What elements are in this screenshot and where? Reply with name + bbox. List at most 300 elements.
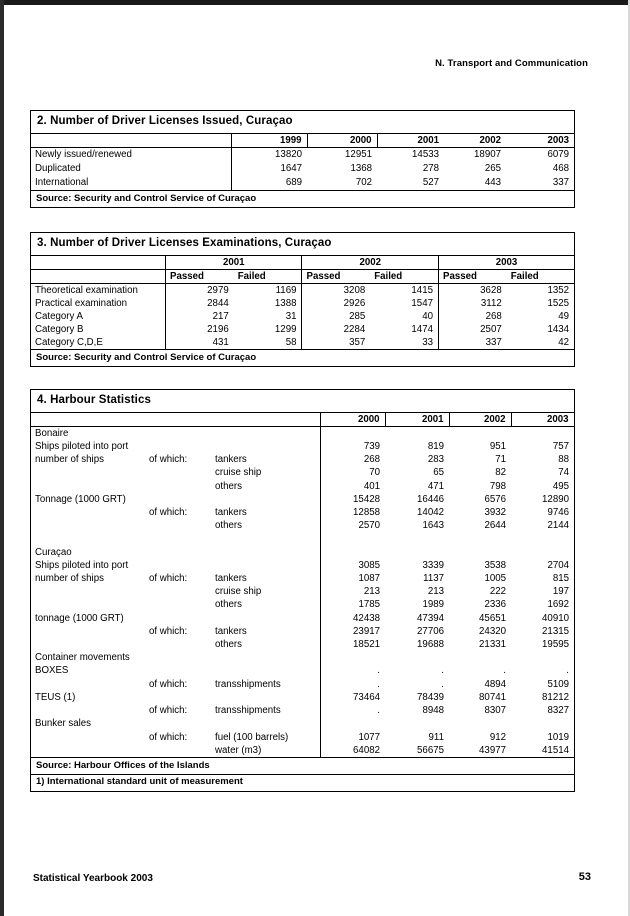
row-label (31, 625, 145, 638)
row-label (31, 744, 145, 757)
row-value: 2144 (547, 520, 569, 532)
table-row (31, 612, 574, 625)
row-value: 18521 (320, 638, 385, 651)
row-value: 8327 (547, 705, 569, 717)
row-qualifier: of which: (149, 705, 188, 717)
row-value: 74 (558, 467, 569, 479)
row-value: 757 (552, 441, 569, 453)
row-label: Ships piloted into port (35, 441, 129, 453)
scan-edge-spine (0, 0, 4, 916)
row-qualifier (145, 651, 211, 664)
row-subitem: tankers (215, 454, 247, 466)
row-qualifier: of which: (149, 625, 188, 637)
table3-year-group-2002: 2002 (302, 256, 439, 270)
table4-footnote: 1) International standard unit of measurement (31, 774, 574, 789)
row-value: 471 (427, 480, 444, 492)
row-value: 12858 (320, 506, 385, 519)
table-row (31, 717, 574, 730)
row-qualifier (145, 466, 211, 479)
row-value: 1785 (320, 598, 385, 611)
row-label: Practical examination (35, 297, 128, 309)
table4-source (31, 757, 574, 791)
table2-corner-cell (31, 134, 231, 148)
table-spacer-row (31, 532, 574, 545)
row-value: 213 (320, 585, 385, 598)
table3-corner-cell (31, 256, 165, 270)
row-value: 14042 (417, 507, 444, 519)
table3-title: 3. Number of Driver Licenses Examinations, Curaçao (31, 233, 574, 256)
row-label: Theoretical examination (35, 284, 138, 296)
row-value: 3339 (422, 559, 444, 571)
row-value: 1137 (423, 573, 444, 585)
table2-body (31, 147, 574, 190)
table4-col-header-2001: 2001 (385, 413, 449, 427)
row-value: 88 (558, 454, 569, 466)
row-label: number of ships (35, 573, 104, 585)
row-value: 3932 (484, 507, 506, 519)
row-value: 15428 (320, 493, 385, 506)
row-subitem: cruise ship (215, 586, 262, 598)
row-value: 21331 (479, 639, 506, 651)
row-value: 268 (320, 453, 385, 466)
row-subitem (211, 559, 320, 572)
row-label (31, 731, 145, 744)
table-row (31, 283, 574, 297)
row-value: 73464 (320, 691, 385, 704)
row-qualifier (145, 532, 211, 545)
row-value: 337 (552, 176, 569, 188)
row-value (320, 717, 385, 730)
row-value: 2196 (165, 323, 233, 336)
table-row (31, 480, 574, 493)
row-value: 64082 (320, 744, 385, 757)
row-value: 41514 (542, 744, 569, 756)
table4-source-text: Source: Harbour Offices of the Islands (36, 759, 210, 771)
table-row (31, 744, 574, 757)
row-value (511, 532, 574, 545)
row-value: 1299 (274, 323, 297, 335)
row-value (511, 546, 574, 559)
row-value: 912 (489, 731, 506, 743)
row-value (511, 426, 574, 440)
row-value: 21315 (542, 625, 569, 637)
table-row (31, 678, 574, 691)
row-subitem (211, 691, 320, 704)
row-label (31, 480, 145, 493)
row-value: 8948 (422, 705, 444, 717)
row-label: Newly issued/renewed (35, 148, 132, 160)
table4-header-row (31, 413, 574, 427)
row-value: 19595 (542, 639, 569, 651)
row-value: 33 (422, 336, 433, 348)
row-value: 40 (422, 310, 433, 322)
row-qualifier (145, 493, 211, 506)
table-row (31, 691, 574, 704)
row-value: 2926 (302, 297, 370, 310)
table3-subheader-2001-passed: Passed (165, 269, 233, 283)
row-value: 6576 (484, 493, 506, 505)
row-value: . (441, 665, 444, 677)
row-value: 71 (495, 454, 506, 466)
row-value: . (320, 664, 385, 677)
table-row (31, 310, 574, 323)
row-value: 283 (427, 454, 444, 466)
row-value: 951 (489, 441, 506, 453)
table-row (31, 147, 574, 162)
table-row (31, 453, 574, 466)
row-value: 1005 (484, 573, 506, 585)
row-value (449, 546, 511, 559)
row-value: 213 (427, 586, 444, 598)
row-value (385, 651, 449, 664)
row-value: 819 (427, 441, 444, 453)
row-value: 1169 (275, 284, 297, 296)
table-row (31, 638, 574, 651)
row-value: 1368 (350, 162, 372, 174)
row-value (385, 426, 449, 440)
table3-year-group-2001: 2001 (165, 256, 302, 270)
row-value: 1019 (547, 731, 569, 743)
row-subitem (211, 612, 320, 625)
row-qualifier (145, 559, 211, 572)
table-row (31, 506, 574, 519)
row-subitem (211, 440, 320, 453)
row-label: Bunker sales (35, 718, 92, 730)
row-value: 268 (438, 310, 506, 323)
row-value: 2570 (320, 519, 385, 532)
row-value: 1643 (422, 520, 444, 532)
table-row (31, 651, 574, 664)
row-label: Ships piloted into port (35, 559, 129, 571)
row-value: 13820 (231, 147, 307, 162)
table3-corner-cell-2 (31, 269, 165, 283)
row-label: Category C,D,E (35, 336, 103, 348)
row-value (320, 532, 385, 545)
row-value: 2644 (484, 520, 506, 532)
row-subitem (211, 532, 320, 545)
table4-col-header-2003: 2003 (511, 413, 574, 427)
table-row (31, 440, 574, 453)
row-value: 49 (558, 310, 569, 322)
row-value: 2336 (484, 599, 506, 611)
row-value: 911 (428, 731, 444, 743)
row-value: 431 (165, 336, 233, 349)
table-row (31, 664, 574, 677)
row-value: . (503, 665, 506, 677)
table-row (31, 625, 574, 638)
row-label (31, 532, 145, 545)
row-value: 357 (302, 336, 370, 349)
table-row (31, 162, 574, 176)
row-label: Category A (35, 310, 83, 322)
row-value: 78439 (417, 691, 444, 703)
row-label: tonnage (1000 GRT) (35, 612, 124, 624)
row-subitem (211, 426, 320, 440)
row-value: 56675 (417, 744, 444, 756)
table-row (31, 598, 574, 611)
row-subitem: tankers (215, 625, 247, 637)
row-value (449, 651, 511, 664)
section-label: Bonaire (35, 427, 69, 439)
table-row (31, 704, 574, 717)
row-qualifier (145, 598, 211, 611)
row-value: 58 (285, 336, 297, 348)
row-value: 337 (438, 336, 506, 349)
row-value: 197 (552, 586, 569, 598)
row-subitem: others (215, 480, 242, 492)
row-value: 1525 (547, 297, 569, 309)
row-value: 265 (484, 162, 501, 174)
row-qualifier (145, 638, 211, 651)
table4-grid (31, 413, 575, 757)
row-qualifier (145, 664, 211, 677)
table4-col-header-2002: 2002 (449, 413, 511, 427)
row-subitem (211, 546, 320, 559)
row-value: 9746 (547, 507, 569, 519)
section-label: Curaçao (35, 546, 72, 558)
row-value: 401 (320, 480, 385, 493)
table3-subheader-2003-failed: Failed (507, 269, 574, 283)
row-qualifier (145, 440, 211, 453)
row-subitem: cruise ship (215, 467, 262, 479)
row-value: . (441, 678, 444, 690)
row-subitem: others (215, 520, 242, 532)
table3-subheader-2002-failed: Failed (370, 269, 438, 283)
row-value: 495 (552, 480, 569, 492)
table-harbour-statistics (30, 389, 575, 792)
row-value: 222 (489, 586, 506, 598)
row-value (385, 546, 449, 559)
row-subitem: others (215, 599, 242, 611)
table2-col-header-2001: 2001 (377, 134, 444, 148)
row-value: 1352 (547, 284, 569, 296)
row-qualifier (145, 612, 211, 625)
row-label: Tonnage (1000 GRT) (35, 493, 126, 505)
row-qualifier: of which: (149, 454, 188, 466)
row-value: 2979 (165, 283, 233, 297)
table-row (31, 466, 574, 479)
row-qualifier (145, 426, 211, 440)
row-label (31, 585, 145, 598)
row-value: 40910 (542, 612, 569, 624)
table2-source: Source: Security and Control Service of Curaçao (31, 190, 574, 207)
table-row (31, 585, 574, 598)
row-label: TEUS (1) (35, 691, 76, 703)
table-row (31, 493, 574, 506)
row-value: 27706 (417, 625, 444, 637)
row-label (31, 466, 145, 479)
row-value: 18907 (474, 148, 501, 160)
row-value: 2507 (438, 323, 506, 336)
table-row (31, 297, 574, 310)
row-value: 2844 (165, 297, 233, 310)
row-subitem: others (215, 639, 242, 651)
table-row (31, 519, 574, 532)
table4-body (31, 426, 574, 757)
row-value (385, 717, 449, 730)
table3-year-group-2003: 2003 (438, 256, 574, 270)
row-value: 3112 (438, 297, 506, 310)
row-value: 4894 (484, 678, 506, 690)
row-value: 45651 (479, 612, 506, 624)
row-subitem (211, 717, 320, 730)
row-value: 3538 (484, 559, 506, 571)
row-value: 1434 (547, 323, 569, 335)
row-label: Duplicated (35, 162, 81, 174)
row-value (385, 532, 449, 545)
table2-col-header-2002: 2002 (444, 134, 506, 148)
row-label (31, 704, 145, 717)
row-value: 1077 (320, 731, 385, 744)
footer-page-number: 53 (578, 871, 591, 883)
row-value: 3085 (320, 559, 385, 572)
row-label (31, 598, 145, 611)
row-value: . (320, 704, 385, 717)
row-value: . (566, 665, 569, 677)
row-value: 217 (165, 310, 233, 323)
row-value: 1989 (422, 599, 444, 611)
row-value: 24320 (479, 625, 506, 637)
row-value: 3628 (438, 283, 506, 297)
table3-subheader-2003-passed: Passed (438, 269, 506, 283)
table2-col-header-2000: 2000 (307, 134, 377, 148)
row-value: 12890 (542, 493, 569, 505)
row-value (511, 717, 574, 730)
table-section-row (31, 546, 574, 559)
row-value: 285 (302, 310, 370, 323)
row-value: 81212 (542, 691, 569, 703)
row-qualifier (145, 585, 211, 598)
table-driver-licenses-examinations (30, 232, 575, 367)
row-label (31, 519, 145, 532)
row-value: 5109 (547, 678, 569, 690)
row-value: 1388 (274, 297, 297, 309)
table2-col-header-1999: 1999 (231, 134, 307, 148)
row-subitem: transshipments (215, 705, 281, 717)
row-qualifier (145, 546, 211, 559)
row-subitem (211, 664, 320, 677)
row-value (449, 426, 511, 440)
table3-grid (31, 256, 574, 349)
row-value: 1474 (411, 323, 433, 335)
row-subitem (211, 493, 320, 506)
row-qualifier: of which: (149, 731, 188, 743)
row-value: 798 (489, 480, 506, 492)
row-qualifier (145, 691, 211, 704)
row-value: 42438 (320, 612, 385, 625)
row-value: . (320, 678, 385, 691)
row-subitem: tankers (215, 507, 247, 519)
row-value: 8307 (484, 705, 506, 717)
table2-col-header-2003: 2003 (506, 134, 574, 148)
table-row (31, 336, 574, 349)
row-value: 3208 (302, 283, 370, 297)
row-label (31, 678, 145, 691)
table-row (31, 731, 574, 744)
row-value: 6079 (547, 148, 569, 160)
row-value (320, 426, 385, 440)
row-qualifier: of which: (149, 573, 188, 585)
table4-col-header-2000: 2000 (320, 413, 385, 427)
table3-body (31, 283, 574, 349)
row-label (31, 506, 145, 519)
row-value: 43977 (479, 744, 506, 756)
table3-subheader-row (31, 269, 574, 283)
row-subitem: transshipments (215, 678, 281, 690)
row-value: 1415 (411, 284, 433, 296)
table-row (31, 572, 574, 585)
row-value: 278 (422, 162, 439, 174)
row-value: 1692 (547, 599, 569, 611)
table3-source: Source: Security and Control Service of Curaçao (31, 349, 574, 366)
row-qualifier (145, 519, 211, 532)
table3-subheader-2002-passed: Passed (302, 269, 370, 283)
row-value: 82 (495, 467, 506, 479)
row-value: 527 (422, 176, 439, 188)
scan-edge-top (0, 0, 630, 5)
row-value: 468 (552, 162, 569, 174)
table4-title: 4. Harbour Statistics (31, 390, 574, 413)
row-value: 42 (558, 336, 569, 348)
row-value: 23917 (320, 625, 385, 638)
row-value: 815 (552, 573, 569, 585)
row-subitem: tankers (215, 573, 247, 585)
table2-head-body (31, 134, 574, 148)
row-value: 19688 (417, 639, 444, 651)
row-label: BOXES (35, 665, 69, 677)
row-subitem: water (m3) (215, 744, 262, 756)
row-value: 16446 (417, 493, 444, 505)
row-value: 2284 (302, 323, 370, 336)
row-value: 1087 (320, 572, 385, 585)
row-value: 31 (285, 310, 297, 322)
table-section-row (31, 426, 574, 440)
table-row (31, 323, 574, 336)
table2-header-row (31, 134, 574, 148)
row-label (31, 638, 145, 651)
row-value: 702 (355, 176, 372, 188)
table3-subheader-2001-failed: Failed (234, 269, 302, 283)
row-value: 47394 (417, 612, 444, 624)
row-value: 1647 (231, 162, 307, 176)
table4-corner-cell (31, 413, 320, 427)
table-row (31, 176, 574, 190)
row-value: 12951 (345, 148, 372, 160)
row-value: 70 (320, 466, 385, 479)
table2-title: 2. Number of Driver Licenses Issued, Curaçao (31, 111, 574, 134)
row-subitem (211, 651, 320, 664)
row-qualifier (145, 744, 211, 757)
table3-year-row (31, 256, 574, 270)
row-label: International (35, 176, 89, 188)
row-value: 443 (484, 176, 501, 188)
row-value (449, 532, 511, 545)
row-qualifier (145, 717, 211, 730)
row-qualifier (145, 480, 211, 493)
footer-book-title: Statistical Yearbook 2003 (33, 873, 153, 884)
row-value (511, 651, 574, 664)
row-value (320, 546, 385, 559)
table2-grid (31, 134, 574, 190)
row-qualifier: of which: (149, 678, 188, 690)
row-value: 2704 (547, 559, 569, 571)
row-value: 1547 (411, 297, 433, 309)
row-value: 65 (433, 467, 444, 479)
table-row (31, 559, 574, 572)
row-qualifier: of which: (149, 507, 188, 519)
running-head: N. Transport and Communication (435, 58, 588, 69)
row-value: 739 (320, 440, 385, 453)
